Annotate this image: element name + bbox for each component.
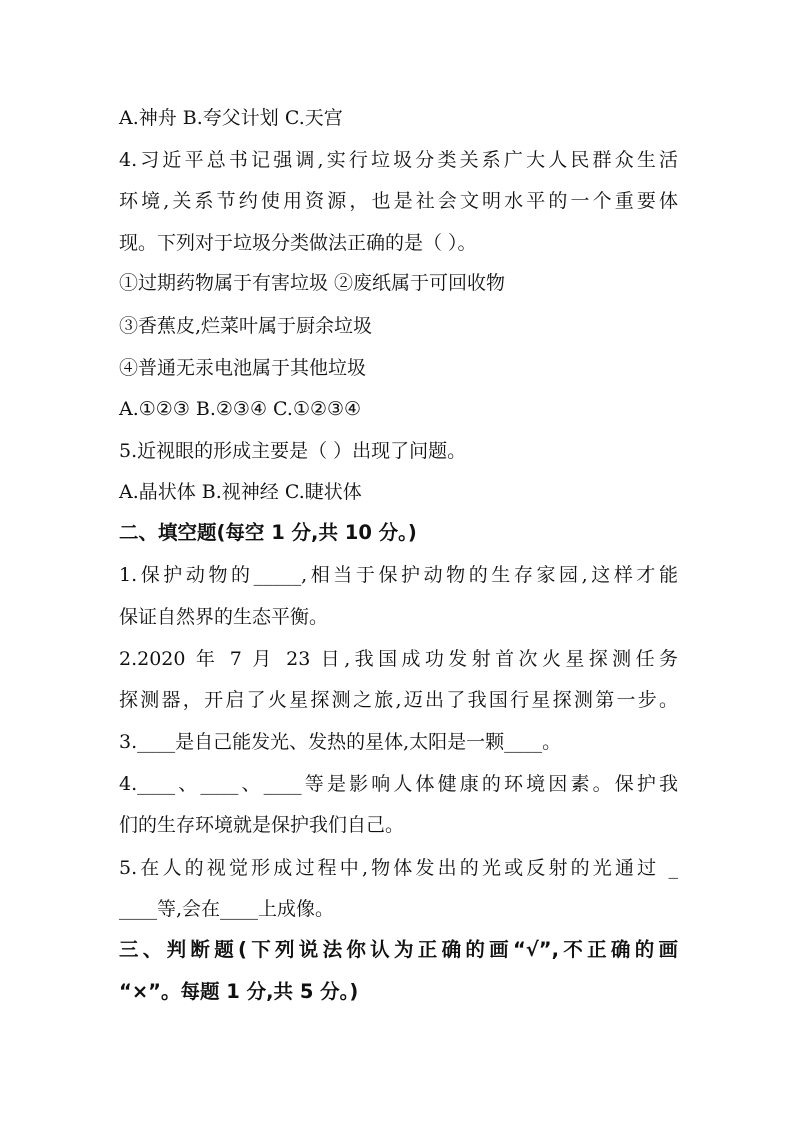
fill-blank-3: 3.____是自己能发光、发热的星体,太阳是一颗____。 <box>119 731 562 753</box>
question-4-line-3: 现。下列对于垃圾分类做法正确的是（ ）。 <box>119 232 477 254</box>
question-4-statement-1-2: ①过期药物属于有害垃圾 ②废纸属于可回收物 <box>119 272 506 294</box>
section-3-heading-line-2: “×”。每题 1 分,共 5 分。) <box>119 980 359 1003</box>
answer-options-q4: A.①②③ B.②③④ C.①②③④ <box>119 398 362 420</box>
fill-blank-2-line-1: 2.2020 年 7 月 23 日,我国成功发射首次火星探测任务 <box>119 648 678 670</box>
fill-blank-1-line-2: 保证自然界的生态平衡。 <box>119 606 329 628</box>
question-5: 5.近视眼的形成主要是（ ）出现了问题。 <box>119 440 467 462</box>
fill-blank-5-line-2: ____等,会在____上成像。 <box>119 898 335 920</box>
fill-blank-4-line-1: 4.____、____、____等是影响人体健康的环境因素。保护我 <box>119 773 678 795</box>
question-4-line-2: 环境,关系节约使用资源，也是社会文明水平的一个重要体 <box>119 190 678 212</box>
section-2-heading: 二、填空题(每空 1 分,共 10 分。) <box>119 521 417 544</box>
fill-blank-2-line-2: 探测器，开启了火星探测之旅,迈出了我国行星探测第一步。 <box>119 689 678 711</box>
fill-blank-5-line-1: 5.在人的视觉形成过程中,物体发出的光或反射的光通过 _ <box>119 857 678 879</box>
section-3-heading-line-1: 三、判断题(下列说法你认为正确的画“√”,不正确的画 <box>119 938 678 961</box>
question-4-line-1: 4.习近平总书记强调,实行垃圾分类关系广大人民群众生活 <box>119 149 678 171</box>
question-4-statement-3: ③香蕉皮,烂菜叶属于厨余垃圾 <box>119 315 373 337</box>
answer-options-q5: A.晶状体 B.视神经 C.睫状体 <box>119 481 362 503</box>
fill-blank-4-line-2: 们的生存环境就是保护我们自己。 <box>119 814 405 836</box>
fill-blank-1-line-1: 1.保护动物的_____,相当于保护动物的生存家园,这样才能 <box>119 564 678 586</box>
question-4-statement-4: ④普通无汞电池属于其他垃圾 <box>119 357 367 379</box>
answer-options-q3: A.神舟 B.夸父计划 C.天宫 <box>119 107 343 129</box>
